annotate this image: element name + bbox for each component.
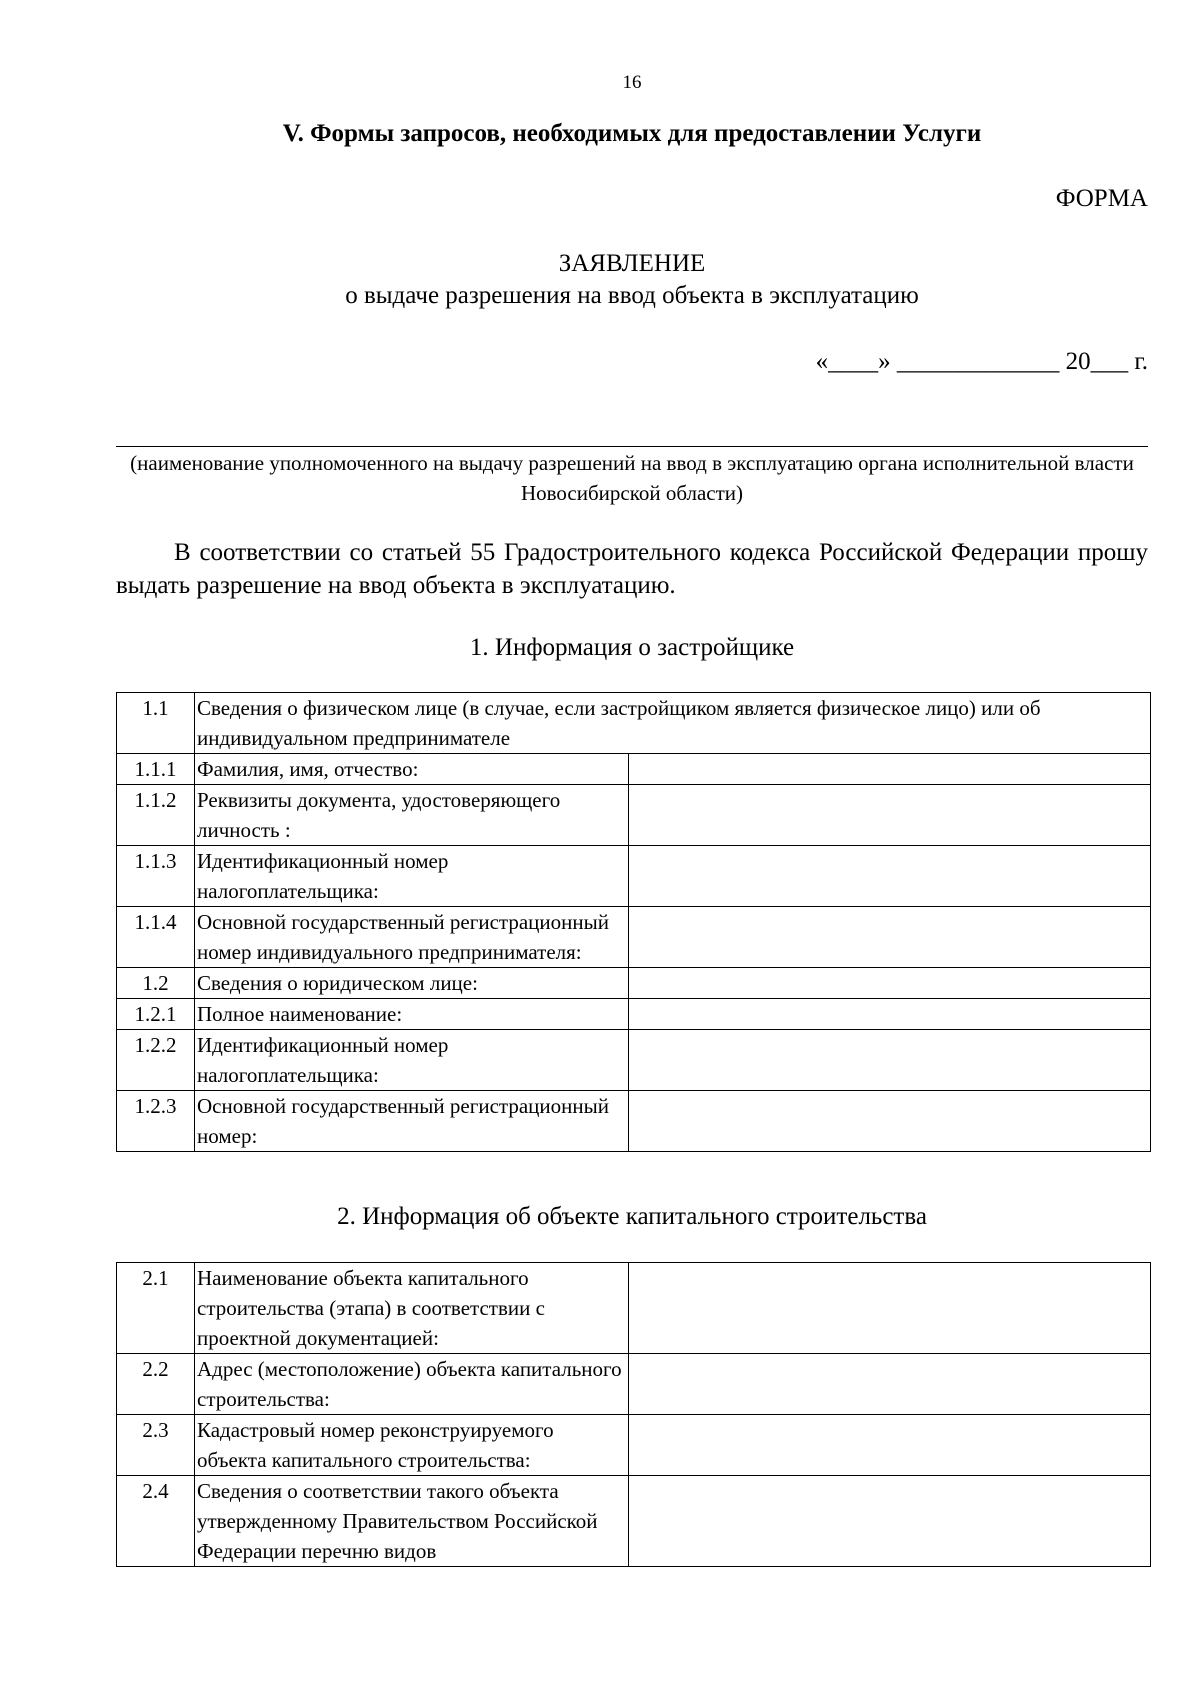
table-row <box>117 693 1151 754</box>
row-label: Идентификационный номер налогоплательщика: <box>195 1030 629 1091</box>
page-number: 16 <box>622 72 642 93</box>
row-number: 1.1.1 <box>117 754 195 785</box>
row-label: Реквизиты документа, удостоверяющего личность : <box>195 785 629 846</box>
request-text: В соответствии со статьей 55 Градостроительного кодекса Российской Федерации прошу выдать разрешение на ввод объекта в эксплуатацию. <box>116 539 1148 599</box>
table-row <box>117 968 1151 999</box>
row-number: 1.2.1 <box>117 999 195 1030</box>
row-value-field[interactable] <box>629 968 1151 999</box>
row-value-field[interactable] <box>629 1476 1151 1567</box>
row-label: Сведения о соответствии такого объекта утвержденному Правительством Российской Федерации перечню видов <box>195 1476 629 1567</box>
table-row <box>117 1030 1151 1091</box>
object-info-table <box>116 1262 1151 1567</box>
row-label: Идентификационный номер налогоплательщика: <box>195 846 629 907</box>
table-row <box>117 907 1151 968</box>
row-value-field[interactable] <box>629 999 1151 1030</box>
row-number: 1.2.3 <box>117 1091 195 1152</box>
authority-name-line <box>116 446 1148 447</box>
row-value-field[interactable] <box>629 754 1151 785</box>
section-heading: V. Формы запросов, необходимых для предоставлении Услуги <box>282 120 982 147</box>
row-label: Фамилия, имя, отчество: <box>195 754 629 785</box>
section1-heading: 1. Информация о застройщике <box>469 634 795 661</box>
row-number: 1.2 <box>117 968 195 999</box>
row-label: Сведения о юридическом лице: <box>195 968 629 999</box>
authority-caption: (наименование уполномоченного на выдачу разрешений на ввод в эксплуатацию органа исполнительной власти Новосибирской области) <box>130 451 1134 505</box>
row-value-field[interactable] <box>629 1415 1151 1476</box>
row-label: Наименование объекта капитального строительства (этапа) в соответствии с проектной документацией: <box>195 1263 629 1354</box>
row-value-field[interactable] <box>629 907 1151 968</box>
row-label: Основной государственный регистрационный номер: <box>195 1091 629 1152</box>
table-row <box>117 846 1151 907</box>
row-label: Основной государственный регистрационный номер индивидуального предпринимателя: <box>195 907 629 968</box>
table-row <box>117 1091 1151 1152</box>
table-row <box>117 999 1151 1030</box>
row-number: 1.1.2 <box>117 785 195 846</box>
row-number: 1.1 <box>117 693 195 754</box>
row-label: Кадастровый номер реконструируемого объекта капитального строительства: <box>195 1415 629 1476</box>
table-row <box>117 754 1151 785</box>
table-row <box>117 1476 1151 1567</box>
row-number: 2.4 <box>117 1476 195 1567</box>
row-value-field[interactable] <box>629 785 1151 846</box>
form-label: ФОРМА <box>1055 185 1148 212</box>
table-row <box>117 1263 1151 1354</box>
row-number: 2.2 <box>117 1354 195 1415</box>
document-subtitle: о выдаче разрешения на ввод объекта в эксплуатацию <box>345 282 919 309</box>
document-title: ЗАЯВЛЕНИЕ <box>558 250 706 277</box>
developer-info-table <box>116 692 1151 1152</box>
table-row <box>117 1354 1151 1415</box>
row-label: Адрес (местоположение) объекта капитального строительства: <box>195 1354 629 1415</box>
row-value-field[interactable] <box>629 1091 1151 1152</box>
row-number: 2.1 <box>117 1263 195 1354</box>
row-number: 1.2.2 <box>117 1030 195 1091</box>
row-number: 1.1.4 <box>117 907 195 968</box>
row-value-field[interactable] <box>629 1263 1151 1354</box>
row-label: Сведения о физическом лице (в случае, если застройщиком является физическое лицо) или об индивидуальном предпринимателе <box>195 693 1151 754</box>
row-label: Полное наименование: <box>195 999 629 1030</box>
row-value-field[interactable] <box>629 1354 1151 1415</box>
table-row <box>117 1415 1151 1476</box>
row-value-field[interactable] <box>629 1030 1151 1091</box>
section2-heading: 2. Информация об объекте капитального строительства <box>337 1203 927 1230</box>
row-value-field[interactable] <box>629 846 1151 907</box>
row-number: 1.1.3 <box>117 846 195 907</box>
row-number: 2.3 <box>117 1415 195 1476</box>
table-row <box>117 785 1151 846</box>
date-line: «____» _____________ 20___ г. <box>815 348 1148 375</box>
